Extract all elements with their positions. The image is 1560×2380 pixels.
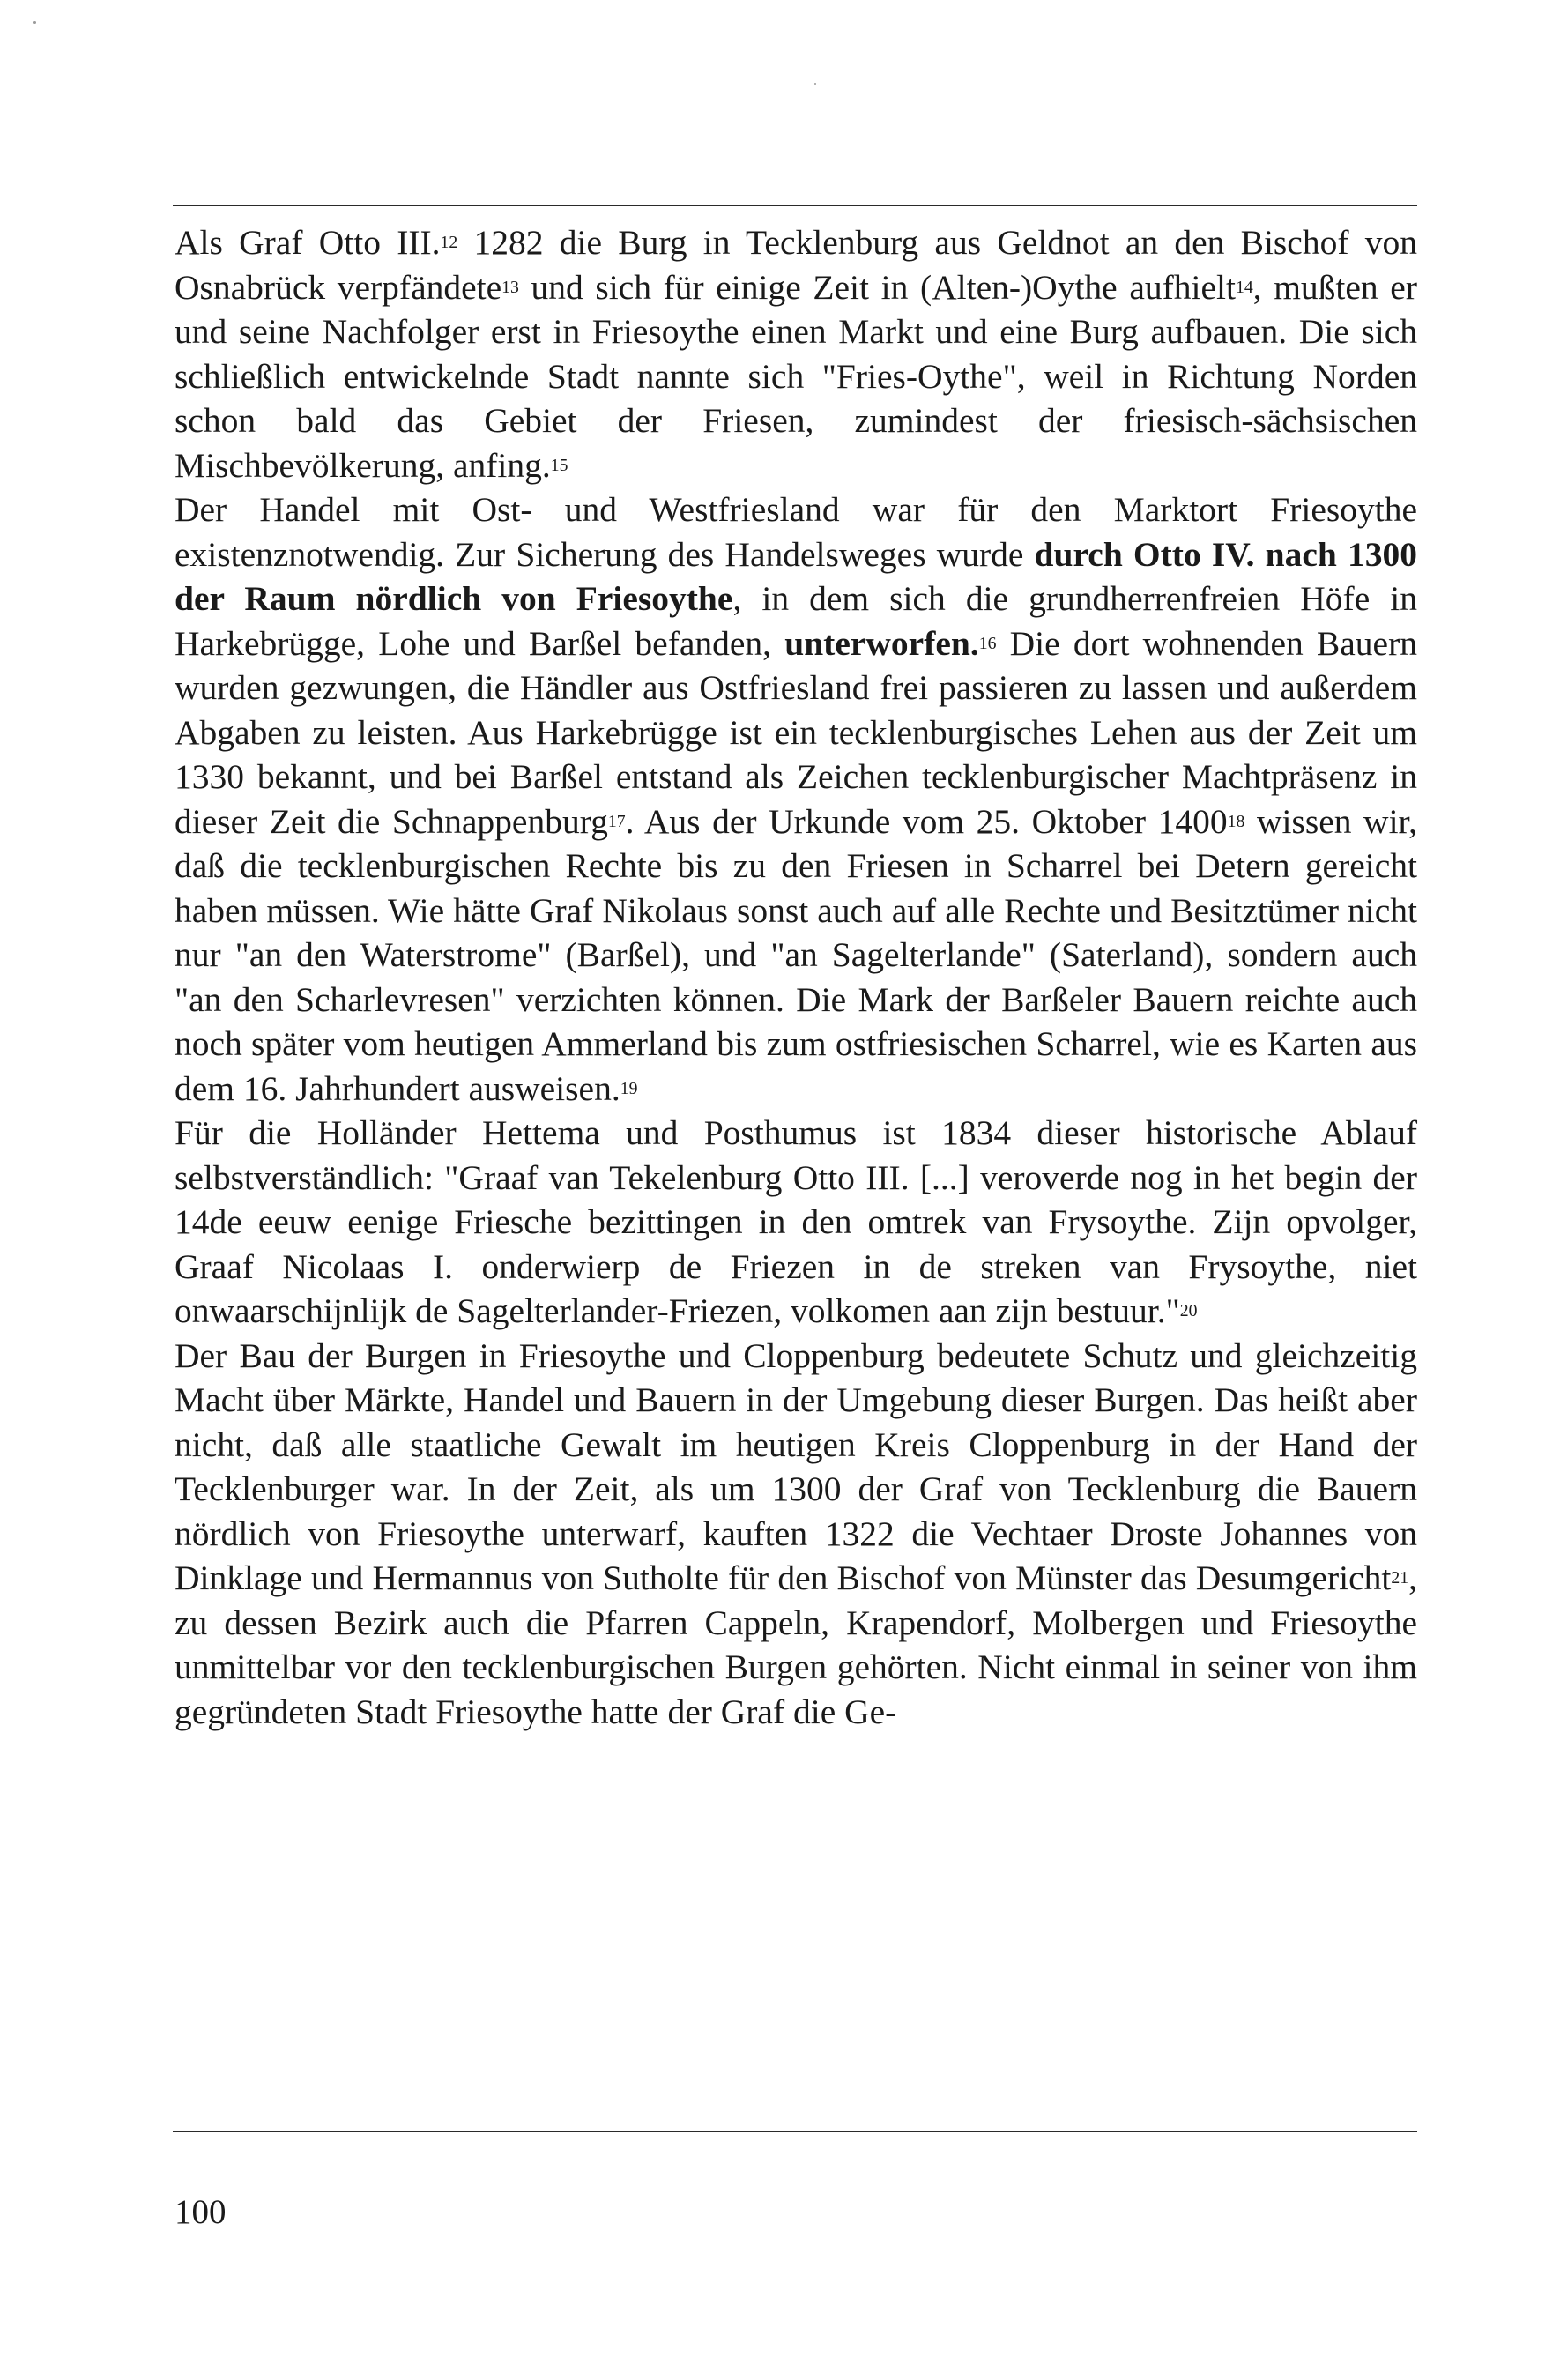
text-run: und sich für einige Zeit in (Alten-)Oythe aufhielt	[518, 267, 1236, 307]
text-run: 1282 die Burg in Tecklenburg aus Geldnot an den Bischof von Osnabrück verpfändete	[175, 223, 1417, 307]
body-text	[175, 220, 1417, 1734]
text-run: Für die Holländer Hettema und Posthumus ist 1834 dieser historische Ablauf selbstverständlich: "Graaf van Tekelenburg Otto III. [...] veroverde nog in het begin der 14de eeuw eenige Friesche bezittingen in den omtrek van Frysoythe. Zijn opvolger, Graaf Nicolaas I. onderwierp de Friezen in de streken van Frysoythe, niet onwaarschijnlijk de Sagelterlander-Friezen, volkomen aan zijn bestuur."	[175, 1113, 1417, 1330]
text-run: Die dort wohnenden Bauern wurden gezwungen, die Händler aus Ostfriesland frei passieren zu lassen und außerdem Abgaben zu leisten. Aus Harkebrügge ist ein tecklenburgisches Lehen aus der Zeit um 1330 bekannt, und bei Barßel entstand als Zeichen tecklenburgischer Machtpräsenz in dieser Zeit die Schnappenburg	[175, 623, 1417, 841]
footnote-ref: 16	[978, 633, 997, 653]
scan-speck	[33, 21, 36, 24]
text-run: , in dem sich die grundherrenfreien Höfe in Harkebrügge, Lohe und Barßel befanden,	[175, 579, 1417, 663]
paragraph	[175, 1334, 1417, 1735]
footnote-ref: 15	[550, 455, 568, 475]
footnote-ref: 18	[1227, 811, 1245, 831]
text-run: , mußten er und seine Nachfolger erst in Friesoythe einen Markt und eine Burg aufbauen. Die sich schließlich entwickelnde Stadt nannte sich "Fries-Oythe", weil in Richtung Norden schon bald das Gebiet der Friesen, zumindest der friesisch-sächsischen Mischbevölkerung, anfing.	[175, 267, 1417, 485]
text-run: Der Handel mit Ost- und Westfriesland war für den Marktort Friesoythe existenznotwendig. Zur Sicherung des Handelsweges wurde	[175, 490, 1417, 574]
footnote-ref: 20	[1179, 1301, 1198, 1321]
paragraph	[175, 487, 1417, 1111]
footnote-ref: 12	[440, 233, 458, 253]
footnote-ref: 17	[607, 811, 626, 831]
bold-text: unterworfen.	[784, 623, 979, 663]
paragraph	[175, 1111, 1417, 1334]
footnote-ref: 13	[501, 277, 519, 297]
page-number: 100	[175, 2193, 227, 2231]
footnote-ref: 21	[1391, 1568, 1409, 1588]
text-run: , zu dessen Bezirk auch die Pfarren Cappeln, Krapendorf, Molbergen und Friesoythe unmittelbar vor den tecklenburgischen Burgen gehörten. Nicht einmal in seiner von ihm gegründeten Stadt Friesoythe hatte der Graf die Ge-	[175, 1558, 1417, 1731]
bottom-rule	[173, 2131, 1417, 2132]
paragraph	[175, 220, 1417, 487]
footnote-ref: 19	[620, 1078, 638, 1098]
scan-speck	[814, 83, 816, 85]
text-run: Der Bau der Burgen in Friesoythe und Cloppenburg bedeutete Schutz und gleichzeitig Macht über Märkte, Handel und Bauern in der Umgebung dieser Burgen. Das heißt aber nicht, daß alle staatliche Gewalt im heutigen Kreis Cloppenburg in der Hand der Tecklenburger war. In der Zeit, als um 1300 der Graf von Tecklenburg die Bauern nördlich von Friesoythe unterwarf, kauften 1322 die Vechtaer Droste Johannes von Dinklage und Hermannus von Sutholte für den Bischof von Münster das Desumgericht	[175, 1335, 1417, 1597]
text-run: . Aus der Urkunde vom 25. Oktober 1400	[625, 801, 1228, 841]
bold-text: durch Otto IV. nach 1300 der Raum nördlich von Friesoythe	[175, 534, 1417, 618]
text-run: Als Graf Otto III.	[175, 223, 441, 262]
top-rule	[173, 205, 1417, 206]
text-run: wissen wir, daß die tecklenburgischen Rechte bis zu den Friesen in Scharrel bei Detern gereicht haben müssen. Wie hätte Graf Nikolaus sonst auch auf alle Rechte und Besitztümer nicht nur "an den Waterstrome" (Barßel), und "an Sagelterlande" (Saterland), sondern auch "an den Scharlevresen" verzichten können. Die Mark der Barßeler Bauern reichte auch noch später vom heutigen Ammerland bis zum ostfriesischen Scharrel, wie es Karten aus dem 16. Jahrhundert ausweisen.	[175, 801, 1417, 1108]
footnote-ref: 14	[1235, 277, 1253, 297]
